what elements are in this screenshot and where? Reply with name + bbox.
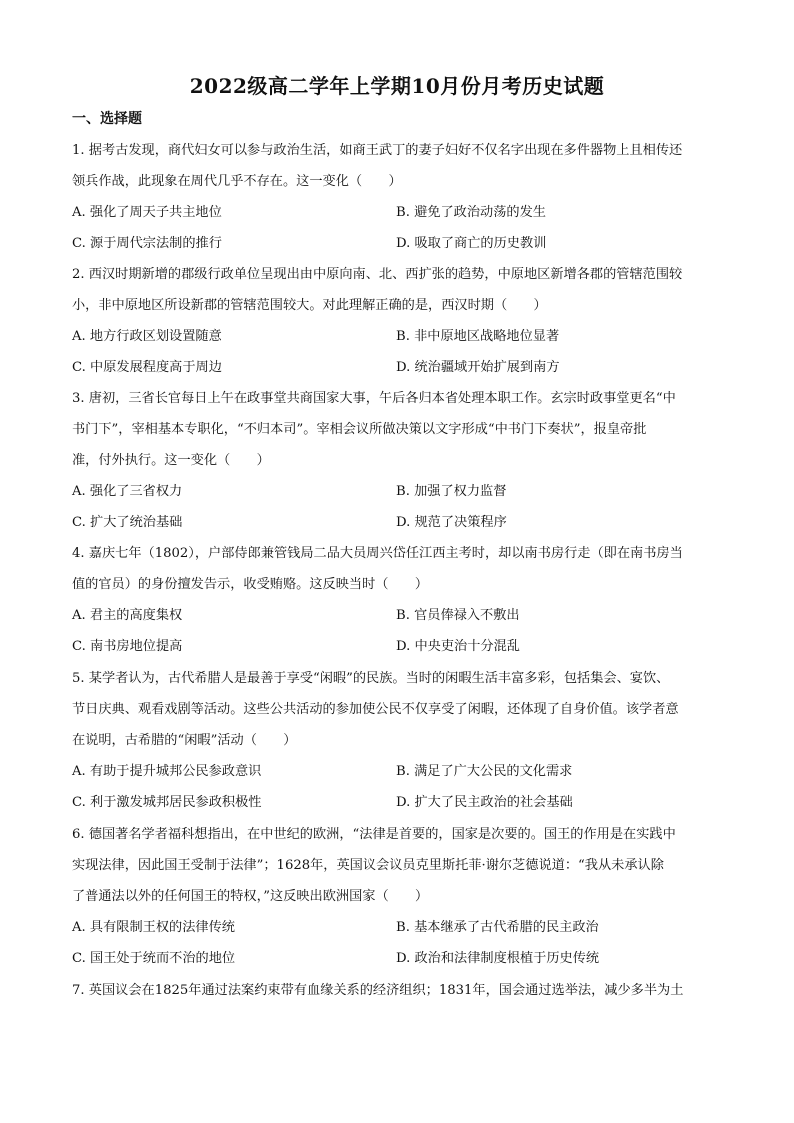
question-4-option-d: D. 中央吏治十分混乱 bbox=[396, 639, 520, 654]
question-5-line-1: 5. 某学者认为，古代希腊人是最善于享受“闲暇”的民族。当时的闲暇生活丰富多彩，包括集会、宴饮、 bbox=[72, 671, 670, 686]
question-2-option-c: C. 中原发展程度高于周边 bbox=[72, 360, 222, 375]
question-2-option-d: D. 统治疆域开始扩展到南方 bbox=[396, 360, 560, 375]
question-4-option-b: B. 官员俸禄入不敷出 bbox=[396, 608, 520, 623]
question-5-option-c: C. 利于激发城邦居民参政积极性 bbox=[72, 795, 262, 810]
question-3-option-b: B. 加强了权力监督 bbox=[396, 484, 507, 499]
question-6-option-d: D. 政治和法律制度根植于历史传统 bbox=[396, 951, 600, 966]
question-1-line-1: 1. 据考古发现，商代妇女可以参与政治生活，如商王武丁的妻子妇好不仅名字出现在多件器物上且相传还 bbox=[72, 143, 683, 158]
question-2-option-a: A. 地方行政区划设置随意 bbox=[72, 329, 222, 344]
question-3-line-1: 3. 唐初，三省长官每日上午在政事堂共商国家大事，午后各归本省处理本职工作。玄宗时政事堂更名“中 bbox=[72, 391, 676, 406]
section-heading: 一、选择题 bbox=[72, 111, 142, 127]
question-1-option-a: A. 强化了周天子共主地位 bbox=[72, 205, 222, 220]
question-3-line-3: 准，付外执行。这一变化（ ） bbox=[72, 453, 270, 468]
question-1-option-b: B. 避免了政治动荡的发生 bbox=[396, 205, 546, 220]
page-title: 2022级高二学年上学期10月份月考历史试题 bbox=[189, 74, 605, 98]
question-6-line-3: 了普通法以外的任何国王的特权，”这反映出欧洲国家（ ） bbox=[72, 889, 429, 904]
question-4-option-c: C. 南书房地位提高 bbox=[72, 639, 183, 654]
question-3-line-2: 书门下”，宰相基本专职化，“不归本司”。宰相会议所做决策以文字形成“中书门下奏状”，报皇帝批 bbox=[72, 422, 647, 437]
question-6-line-1: 6. 德国著名学者福科想指出，在中世纪的欧洲，“法律是首要的，国家是次要的。国王的作用是在实践中 bbox=[72, 827, 676, 842]
question-2-line-1: 2. 西汉时期新增的郡级行政单位呈现出由中原向南、北、西扩张的趋势，中原地区新增各郡的管辖范围较 bbox=[72, 267, 683, 282]
question-1-option-d: D. 吸取了商亡的历史教训 bbox=[396, 236, 547, 251]
question-6-option-a: A. 具有限制王权的法律传统 bbox=[72, 920, 235, 935]
question-5-option-b: B. 满足了广大公民的文化需求 bbox=[396, 764, 573, 779]
question-5-option-a: A. 有助于提升城邦公民参政意识 bbox=[72, 764, 262, 779]
question-2-line-2: 小，非中原地区所设新郡的管辖范围较大。对此理解正确的是，西汉时期（ ） bbox=[72, 298, 547, 313]
question-2-option-b: B. 非中原地区战略地位显著 bbox=[396, 329, 560, 344]
question-4-line-1: 4. 嘉庆七年（1802），户部侍郎兼管钱局二品大员周兴岱任江西主考时，却以南书房行走（即在南书房当 bbox=[72, 546, 683, 561]
question-1-line-2: 领兵作战，此现象在周代几乎不存在。这一变化（ ） bbox=[72, 174, 402, 189]
question-4-option-a: A. 君主的高度集权 bbox=[72, 608, 183, 623]
question-5-line-2: 节日庆典、观看戏剧等活动。这些公共活动的参加使公民不仅享受了闲暇，还体现了自身价值。该学者意 bbox=[72, 702, 679, 717]
question-6-option-b: B. 基本继承了古代希腊的民主政治 bbox=[396, 920, 599, 935]
question-3-option-c: C. 扩大了统治基础 bbox=[72, 515, 183, 530]
question-5-line-3: 在说明，古希腊的“闲暇”活动（ ） bbox=[72, 733, 297, 748]
question-4-line-2: 值的官员）的身份擅发告示，收受贿赂。这反映当时（ ） bbox=[72, 577, 429, 592]
question-6-option-c: C. 国王处于统而不治的地位 bbox=[72, 951, 236, 966]
question-7-line-1: 7. 英国议会在1825年通过法案约束带有血缘关系的经济组织；1831年，国会通过选举法，减少多半为土 bbox=[72, 983, 684, 998]
question-5-option-d: D. 扩大了民主政治的社会基础 bbox=[396, 795, 573, 810]
question-3-option-a: A. 强化了三省权力 bbox=[72, 484, 183, 499]
question-3-option-d: D. 规范了决策程序 bbox=[396, 515, 507, 530]
question-6-line-2: 实现法律，因此国王受制于法律”；1628年，英国议会议员克里斯托菲·谢尔芝德说道：“我从未承认除 bbox=[72, 858, 664, 873]
question-1-option-c: C. 源于周代宗法制的推行 bbox=[72, 236, 222, 251]
